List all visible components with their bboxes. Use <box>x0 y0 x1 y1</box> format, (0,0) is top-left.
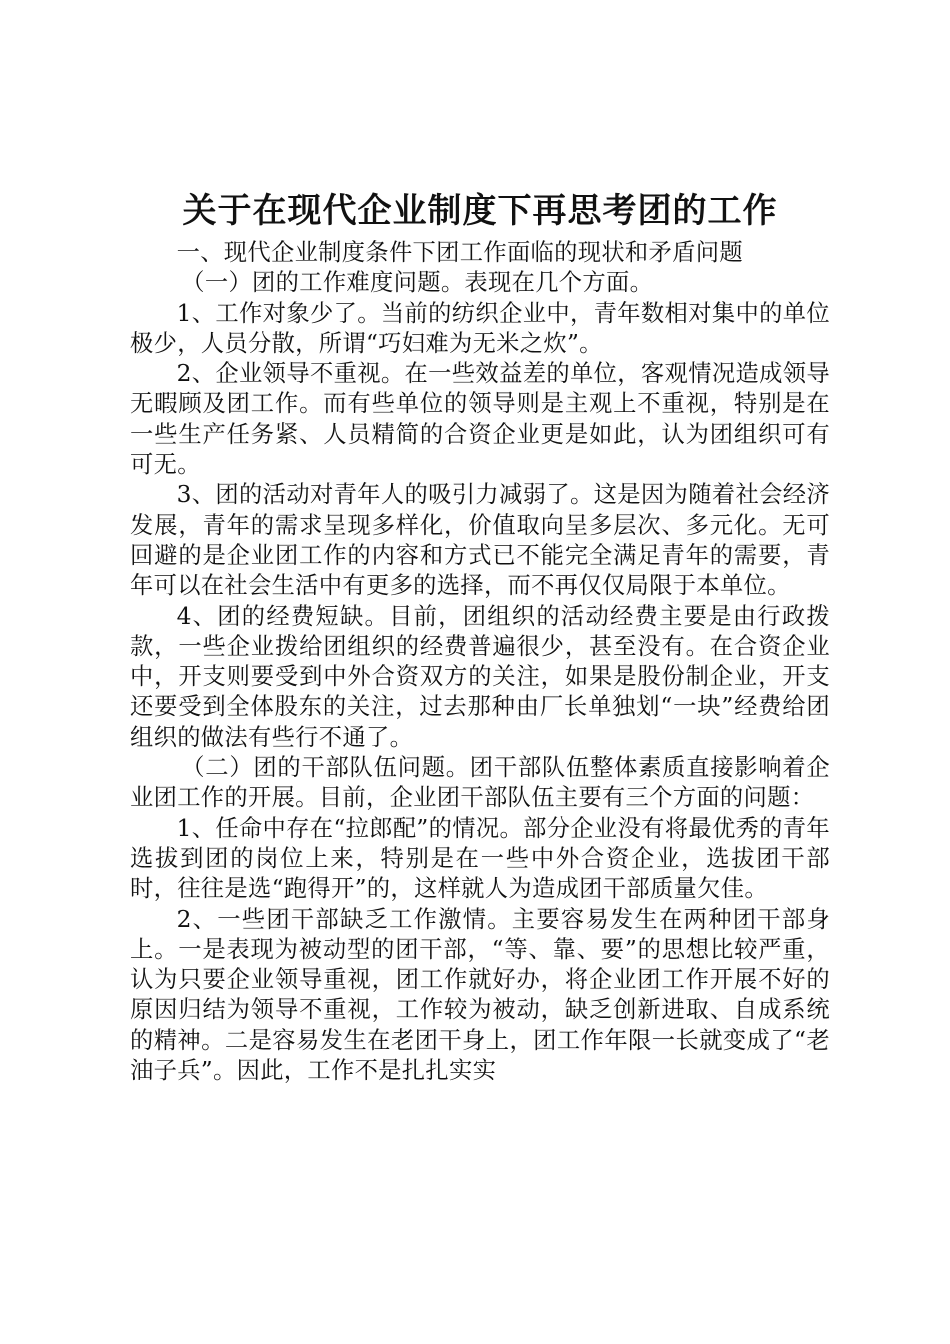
paragraph: 4、团的经费短缺。目前，团组织的活动经费主要是由行政拨款，一些企业拨给团组织的经费普遍很少，甚至没有。在合资企业中，开支则要受到中外合资双方的关注，如果是股份制企业，开支还要受到全体股东的关注，过去那种由厂长单独划“一块”经费给团组织的做法有些行不通了。 <box>130 602 830 751</box>
paragraph: 3、团的活动对青年人的吸引力减弱了。这是因为随着社会经济发展，青年的需求呈现多样化，价值取向呈多层次、多元化。无可回避的是企业团工作的内容和方式已不能完全满足青年的需要，青年可以在社会生活中有更多的选择，而不再仅仅局限于本单位。 <box>130 481 830 600</box>
document-body <box>130 186 830 1086</box>
document-title: 关于在现代企业制度下再思考团的工作 <box>182 191 778 231</box>
subsection-heading: （二）团的干部队伍问题。团干部队伍整体素质直接影响着企业团工作的开展。目前，企业团干部队伍主要有三个方面的问题： <box>130 754 830 812</box>
paragraph: 1、任命中存在“拉郎配”的情况。部分企业没有将最优秀的青年选拔到团的岗位上来，特别是在一些中外合资企业，选拔团干部时，往往是选“跑得开”的，这样就人为造成团干部质量欠佳。 <box>130 814 830 903</box>
paragraph: 2、一些团干部缺乏工作激情。主要容易发生在两种团干部身上。一是表现为被动型的团干部，“等、靠、要”的思想比较严重，认为只要企业领导重视，团工作就好办，将企业团工作开展不好的原因归结为领导不重视，工作较为被动，缺乏创新进取、自成系统的精神。二是容易发生在老团干身上，团工作年限一长就变成了“老油子兵”。因此，工作不是扎扎实实 <box>130 905 830 1085</box>
subsection-heading: （一）团的工作难度问题。表现在几个方面。 <box>181 269 654 297</box>
section-heading: 一、现代企业制度条件下团工作面临的现状和矛盾问题 <box>176 239 743 266</box>
paragraph: 2、企业领导不重视。在一些效益差的单位，客观情况造成领导无暇顾及团工作。而有些单位的领导则是主观上不重视，特别是在一些生产任务紧、人员精简的合资企业更是如此，认为团组织可有可无。 <box>130 360 830 479</box>
paragraph: 1、工作对象少了。当前的纺织企业中，青年数相对集中的单位极少，人员分散，所谓“巧妇难为无米之炊”。 <box>130 299 830 357</box>
